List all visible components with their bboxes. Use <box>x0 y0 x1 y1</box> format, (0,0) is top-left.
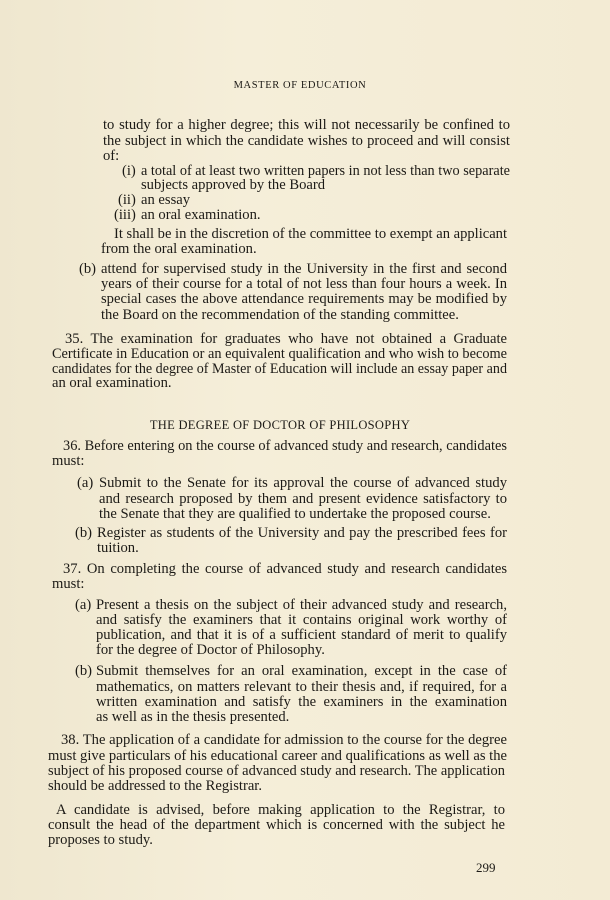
text-line: a total of at least two written papers in not less than two separate <box>141 163 510 179</box>
text-line: to study for a higher degree; this will not necessarily be confined to <box>103 117 510 133</box>
text-line: 37. On completing the course of advanced study and research candidates <box>63 561 507 577</box>
text-line: 35. The examination for graduates who have not obtained a Graduate <box>65 331 507 347</box>
list-marker: (b) <box>79 261 97 277</box>
running-head: MASTER OF EDUCATION <box>233 80 367 91</box>
text-line: the Board on the recommendation of the standing committee. <box>101 307 459 323</box>
list-marker: (a) <box>77 475 94 491</box>
text-line: as well as in the thesis presented. <box>96 709 290 725</box>
text-line: It shall be in the discretion of the committee to exempt an applicant <box>114 226 507 242</box>
text-line: for the degree of Doctor of Philosophy. <box>96 642 325 658</box>
text-line: an essay <box>141 192 191 208</box>
text-line: must: <box>52 453 85 469</box>
text-line: the subject in which the candidate wishes to proceed and will consist <box>103 133 510 149</box>
text-line: from the oral examination. <box>101 241 257 257</box>
text-line: subject of his proposed course of advanced study and research. The application <box>48 763 505 779</box>
text-line: should be addressed to the Registrar. <box>48 778 262 794</box>
text-line: attend for supervised study in the University in the first and second <box>101 261 507 277</box>
text-line: mathematics, on matters relevant to their thesis and, if required, for a <box>96 679 507 695</box>
list-marker: (iii) <box>114 207 136 223</box>
page-number: 299 <box>476 860 496 875</box>
text-line: proposes to study. <box>48 832 153 848</box>
text-line: must give particulars of his educational career and qualifications as well as the <box>48 748 507 764</box>
text-line: special cases the above attendance requirements may be modified by <box>101 291 507 307</box>
text-line: A candidate is advised, before making application to the Registrar, to <box>56 802 505 818</box>
text-line: written examination and satisfy the examiners in the examination <box>96 694 507 710</box>
text-line: publication, and that it is of a sufficient standard of merit to qualify <box>96 627 507 643</box>
text-line: 38. The application of a candidate for admission to the course for the degree <box>61 732 507 748</box>
text-line: years of their course for a total of not less than four hours a week. In <box>101 276 507 292</box>
text-line: Present a thesis on the subject of their advanced study and research, <box>96 597 507 613</box>
list-marker: (ii) <box>118 192 136 208</box>
text-line: Certificate in Education or an equivalent qualification and who wish to become <box>52 346 507 362</box>
text-line: Register as students of the University and pay the prescribed fees for <box>97 525 507 541</box>
text-line: consult the head of the department which is concerned with the subject he <box>48 817 505 833</box>
text-line: 36. Before entering on the course of advanced study and research, candidates <box>63 438 507 454</box>
list-marker: (b) <box>75 525 93 541</box>
text-line: candidates for the degree of Master of Education will include an essay paper and <box>52 361 507 377</box>
text-line: tuition. <box>97 540 139 556</box>
section-heading: THE DEGREE OF DOCTOR OF PHILOSOPHY <box>149 418 411 432</box>
text-line: of: <box>103 148 120 164</box>
list-marker: (i) <box>122 163 136 179</box>
list-marker: (b) <box>75 663 93 679</box>
text-line: the Senate that they are qualified to undertake the proposed course. <box>99 506 491 522</box>
text-line: and satisfy the examiners that it contains original work worthy of <box>96 612 507 628</box>
text-line: and research proposed by them and present evidence satisfactory to <box>99 491 507 507</box>
text-line: Submit to the Senate for its approval the course of advanced study <box>99 475 507 491</box>
text-line: Submit themselves for an oral examination, except in the case of <box>96 663 507 679</box>
text-line: must: <box>52 576 85 592</box>
text-line: an oral examination. <box>52 375 172 391</box>
text-line: subjects approved by the Board <box>141 177 325 193</box>
list-marker: (a) <box>75 597 92 613</box>
text-line: an oral examination. <box>141 207 261 223</box>
